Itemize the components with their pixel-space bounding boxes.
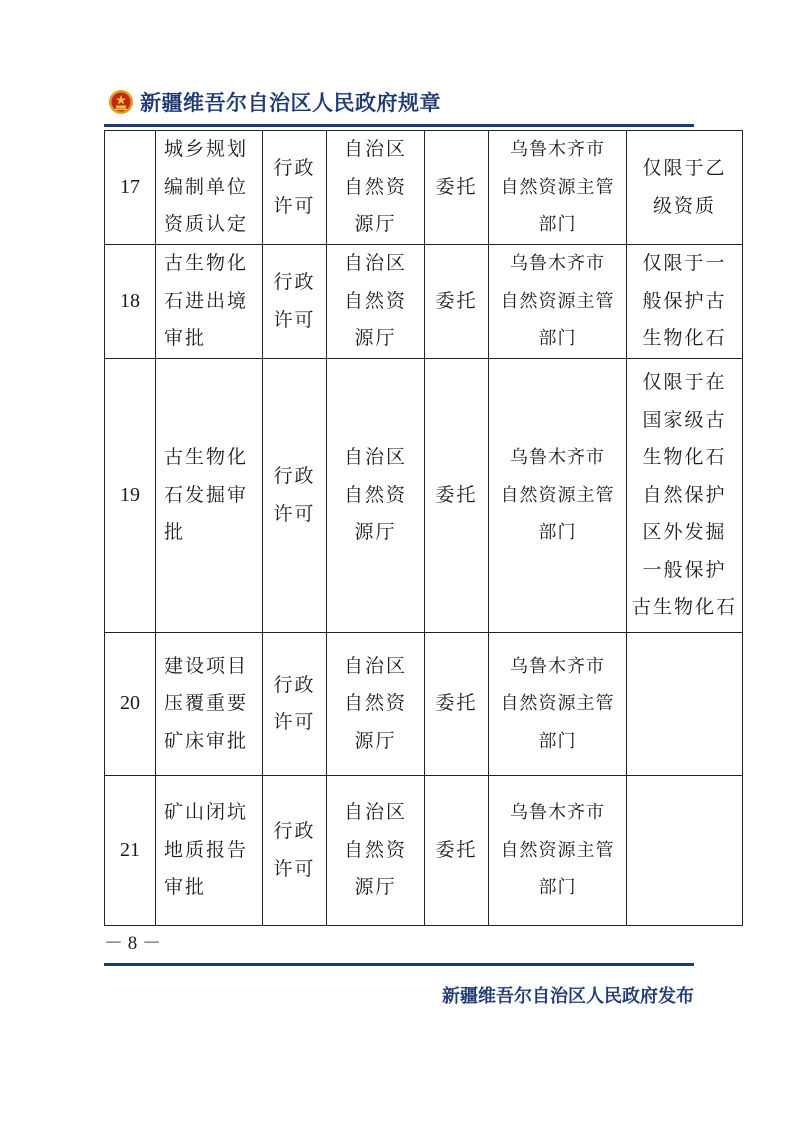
cell-method: 委托: [425, 131, 489, 245]
cell-item: [156, 131, 263, 245]
cell-note-line: 一般保护: [642, 558, 727, 581]
cell-method: 委托: [425, 359, 489, 633]
cell-method: 委托: [425, 245, 489, 359]
cell-category-line: 许可: [273, 857, 316, 880]
cell-method: 委托: [425, 633, 489, 776]
cell-recipient: [489, 633, 627, 776]
cell-number: 18: [105, 245, 156, 359]
cell-item-line: 矿山闭坑: [164, 801, 249, 824]
cell-authority-line: 自然资: [343, 838, 407, 861]
cell-category-line: 许可: [273, 502, 316, 525]
cell-authority-line: 自治区: [343, 801, 407, 824]
cell-recipient-line: 乌鲁木齐市: [510, 253, 605, 275]
table-row: [105, 245, 743, 359]
cell-authority: [327, 776, 425, 926]
cell-note: [627, 245, 743, 359]
cell-number: 21: [105, 776, 156, 926]
cell-item-line: 古生物化: [164, 252, 249, 275]
cell-recipient-line: 乌鲁木齐市: [510, 139, 605, 161]
cell-authority-line: 源厅: [354, 327, 397, 350]
table-row: [105, 633, 743, 776]
table-row: [105, 359, 743, 633]
page-number: － 8 －: [104, 933, 162, 954]
cell-note-line: 仅限于在: [642, 371, 727, 394]
cell-method: 委托: [425, 776, 489, 926]
cell-note-line: 般保护古: [642, 289, 727, 312]
cell-item-line: 石发掘审批: [164, 483, 249, 544]
cell-category: [263, 776, 327, 926]
footer-divider: [104, 963, 694, 966]
cell-authority-line: 源厅: [354, 729, 397, 752]
cell-note: [627, 359, 743, 633]
cell-recipient-line: 自然资源主管: [500, 693, 615, 715]
cell-authority-line: 自然资: [343, 175, 407, 198]
cell-authority-line: 自治区: [343, 446, 407, 469]
cell-recipient-line: 乌鲁木齐市: [510, 447, 605, 469]
cell-item: [156, 359, 263, 633]
cell-category: [263, 245, 327, 359]
cell-category-line: 行政: [273, 820, 316, 842]
cell-item-line: 审批: [164, 327, 207, 350]
cell-note-line: 自然保护: [642, 483, 727, 506]
cell-recipient-line: 乌鲁木齐市: [510, 655, 605, 677]
cell-recipient-line: 部门: [538, 730, 577, 752]
cell-authority-line: 自治区: [343, 138, 407, 161]
national-emblem-icon: [108, 89, 134, 115]
cell-authority-line: 自治区: [343, 654, 407, 677]
cell-category-line: 行政: [273, 157, 316, 179]
cell-authority-line: 源厅: [354, 876, 397, 899]
cell-item-line: 审批: [164, 876, 207, 899]
cell-authority: [327, 131, 425, 245]
cell-item: [156, 776, 263, 926]
cell-category-line: 行政: [273, 271, 316, 293]
cell-number: 17: [105, 131, 156, 245]
cell-authority-line: 自治区: [343, 252, 407, 275]
cell-recipient-line: 自然资源主管: [500, 176, 615, 198]
cell-note-line: 仅限于一: [642, 252, 727, 275]
cell-category: [263, 633, 327, 776]
cell-authority-line: 源厅: [354, 521, 397, 544]
delegation-table: [104, 130, 743, 926]
cell-recipient-line: 自然资源主管: [500, 839, 615, 861]
cell-item-line: 地质报告: [164, 838, 249, 861]
cell-item-line: 矿床审批: [164, 729, 249, 752]
cell-category: [263, 359, 327, 633]
cell-recipient-line: 部门: [538, 328, 577, 350]
cell-category-line: 许可: [273, 194, 316, 217]
cell-note-line: 级资质: [652, 194, 716, 217]
cell-recipient: [489, 245, 627, 359]
cell-item-line: 压覆重要: [164, 692, 249, 715]
cell-recipient-line: 部门: [538, 877, 577, 899]
cell-item-line: 建设项目: [164, 654, 249, 677]
table-body: [105, 131, 743, 926]
cell-authority: [327, 633, 425, 776]
cell-note-line: 古生物化石: [631, 596, 737, 619]
cell-item: [156, 633, 263, 776]
cell-recipient: [489, 776, 627, 926]
cell-recipient: [489, 359, 627, 633]
cell-category-line: 行政: [273, 673, 316, 696]
cell-category: [263, 131, 327, 245]
cell-recipient: [489, 131, 627, 245]
table-row: [105, 131, 743, 245]
footer-publisher: 新疆维吾尔自治区人民政府发布: [442, 986, 694, 1007]
cell-authority-line: 自然资: [343, 692, 407, 715]
cell-item-line: 城乡规划: [164, 138, 249, 161]
cell-note-line: 仅限于乙: [642, 157, 727, 179]
cell-recipient-line: 部门: [538, 214, 577, 236]
cell-number: 19: [105, 359, 156, 633]
cell-note-line: 区外发掘: [642, 521, 727, 544]
header-title: 新疆维吾尔自治区人民政府规章: [140, 90, 441, 115]
cell-note-line: 生物化石: [642, 446, 727, 469]
cell-note: [627, 633, 743, 776]
cell-item-line: 资质认定: [164, 213, 249, 236]
cell-item-line: 古生物化: [164, 446, 249, 469]
table-row: [105, 776, 743, 926]
cell-category-line: 许可: [273, 711, 316, 733]
cell-item-line: 石进出境: [164, 289, 249, 312]
cell-note: [627, 131, 743, 245]
cell-authority: [327, 359, 425, 633]
cell-recipient-line: 自然资源主管: [500, 484, 615, 506]
cell-note: [627, 776, 743, 926]
cell-recipient-line: 乌鲁木齐市: [510, 802, 605, 824]
cell-authority: [327, 245, 425, 359]
page-header: [108, 82, 441, 122]
header-divider: [104, 124, 694, 127]
cell-category-line: 许可: [273, 308, 316, 331]
cell-note-line: 国家级古: [642, 408, 727, 431]
cell-note-line: 生物化石: [642, 327, 727, 350]
cell-authority-line: 自然资: [343, 289, 407, 312]
cell-authority-line: 自然资: [343, 483, 407, 506]
cell-category-line: 行政: [273, 465, 316, 487]
cell-item-line: 编制单位: [164, 175, 249, 198]
cell-recipient-line: 自然资源主管: [500, 290, 615, 312]
cell-recipient-line: 部门: [538, 522, 577, 544]
cell-item: [156, 245, 263, 359]
cell-authority-line: 源厅: [354, 213, 397, 236]
cell-number: 20: [105, 633, 156, 776]
